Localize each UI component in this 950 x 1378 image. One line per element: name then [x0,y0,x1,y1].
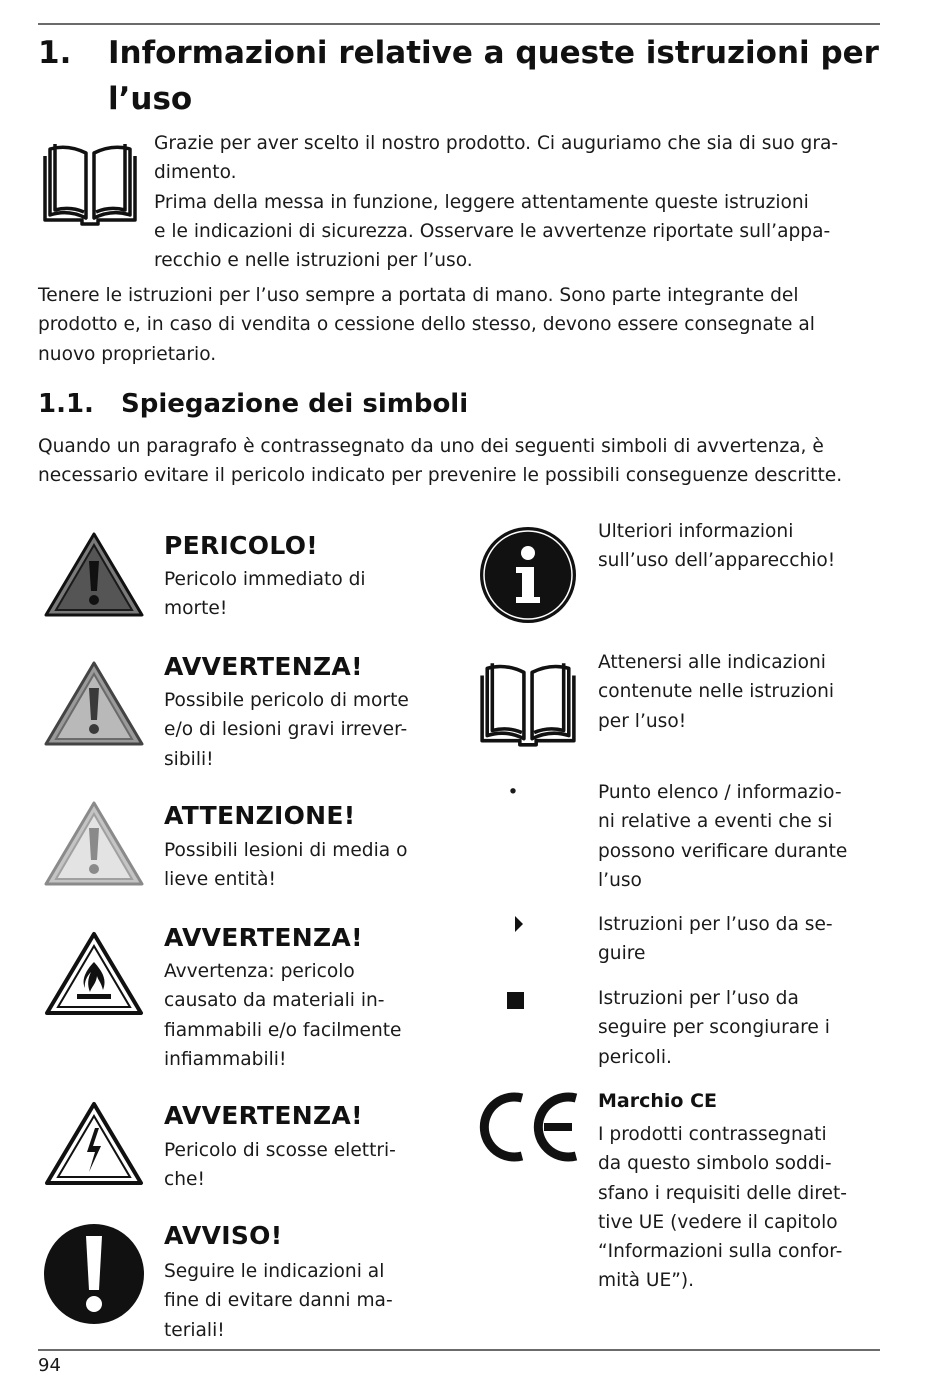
symbol-desc-line: Ulteriori informazioni [598,521,794,542]
symbol-description [598,517,888,576]
black-square-icon [506,991,526,1011]
bullet-glyph: • [507,782,519,803]
triangle-arrow-icon [513,914,525,934]
read-manual-icon [476,658,580,750]
bottom-rule [38,1349,880,1351]
symbol-desc-line: Pericolo immediato di [164,569,366,590]
symbol-desc-line: fiammabili e/o facilmente [164,1019,402,1041]
intro-line: recchio e nelle istruzioni per l’uso. [154,250,473,272]
symbol-desc-line: infiammabili! [164,1048,287,1070]
symbol-desc-line: possono verificare durante [598,840,848,862]
section-number: 1. [38,35,72,71]
top-rule [38,23,880,25]
symbol-desc-line: morte! [164,598,228,620]
symbol-desc-line: “Informazioni sulla confor- [598,1241,843,1263]
symbol-desc-line: lieve entità! [164,869,276,891]
symbol-desc-line: mità UE”). [598,1270,695,1292]
exclamation-circle-icon [43,1222,145,1326]
keep-manual-text [38,281,888,369]
subsection-line: necessario evitare il pericolo indicato per prevenire le possibili conseguenze descritte. [38,465,843,487]
subsection-heading [38,384,880,424]
keep-line: Tenere le istruzioni per l’uso sempre a portata di mano. Sono parte integrante del [38,285,799,306]
symbol-desc-line: da questo simbolo soddi- [598,1153,832,1175]
flammable-warning-icon [43,930,145,1018]
page-number: 94 [38,1355,61,1376]
symbol-desc-line: pericoli. [598,1046,672,1068]
symbol-description [598,984,888,1072]
symbol-desc-line: Possibili lesioni di media o [164,840,408,861]
intro-line: dimento. [154,162,237,184]
subsection-description [38,432,898,491]
ce-mark-title: Marchio CE [598,1090,717,1112]
symbol-desc-line: Attenersi alle indicazioni [598,652,826,673]
symbol-desc-line: contenute nelle istruzioni [598,681,835,703]
electric-shock-icon [43,1100,145,1188]
symbol-desc-line: sfano i requisiti delle diret- [598,1182,847,1204]
symbol-title: AVVERTENZA! [164,652,363,681]
intro-text [154,129,884,275]
symbol-desc-line: seguire per scongiurare i [598,1017,830,1039]
symbol-description [164,1136,454,1195]
symbol-desc-line: I prodotti contrassegnati [598,1124,827,1145]
symbol-desc-line: teriali! [164,1319,225,1341]
intro-line: Grazie per aver scelto il nostro prodotto. Ci auguriamo che sia di suo gra- [154,133,839,154]
symbol-desc-line: per l’uso! [598,710,687,732]
ce-mark-icon [478,1090,582,1164]
manual-book-icon [39,140,141,228]
symbol-description [164,957,454,1074]
symbol-title: ATTENZIONE! [164,801,356,830]
subsection-number: 1.1. [38,389,94,419]
keep-line: nuovo proprietario. [38,343,217,365]
symbol-description [164,686,454,774]
symbol-title: AVVISO! [164,1221,283,1250]
symbol-desc-line: l’uso [598,869,642,891]
symbol-description [598,648,888,736]
intro-line: Prima della messa in funzione, leggere attentamente queste istruzioni [154,191,809,213]
symbol-description [164,565,454,624]
symbol-desc-line: causato da materiali in- [164,990,385,1012]
symbol-desc-line: fine di evitare danni ma- [164,1290,393,1312]
subsection-title: Spiegazione dei simboli [121,389,469,419]
symbol-description [598,1120,888,1296]
subsection-line: Quando un paragrafo è contrassegnato da uno dei seguenti simboli di avvertenza, è [38,436,824,457]
symbol-desc-line: guire [598,943,646,965]
symbol-desc-line: sibili! [164,748,214,770]
symbol-desc-line: che! [164,1169,205,1191]
symbol-title: AVVERTENZA! [164,923,363,952]
warning-triangle-icon [43,660,145,748]
symbol-description [164,1257,454,1345]
symbol-desc-line: Istruzioni per l’uso da [598,988,799,1009]
symbol-desc-line: Punto elenco / informazio- [598,782,842,803]
section-heading [38,30,888,122]
symbol-description [164,836,454,895]
symbol-desc-line: Istruzioni per l’uso da se- [598,914,833,935]
caution-triangle-icon [43,800,145,888]
symbol-description [598,910,888,969]
symbol-title: AVVERTENZA! [164,1101,363,1130]
symbol-desc-line: ni relative a eventi che si [598,811,833,833]
symbol-desc-line: e/o di lesioni gravi irrever- [164,719,408,741]
symbol-title: PERICOLO! [164,531,318,560]
symbol-description [598,778,888,895]
symbol-desc-line: Avvertenza: pericolo [164,961,355,982]
section-title: Informazioni relative a queste istruzioni per l’uso [108,35,879,117]
symbol-desc-line: Pericolo di scosse elettri- [164,1140,396,1161]
danger-triangle-icon [43,531,145,619]
intro-line: e le indicazioni di sicurezza. Osservare le avvertenze riportate sull’appa- [154,220,831,242]
symbol-desc-line: sull’uso dell’apparecchio! [598,550,836,572]
keep-line: prodotto e, in caso di vendita o cessione dello stesso, devono essere consegnate al [38,314,815,336]
symbol-desc-line: tive UE (vedere il capitolo [598,1211,838,1233]
symbol-desc-line: Possibile pericolo di morte [164,690,409,711]
info-circle-icon [478,525,578,625]
symbol-desc-line: Seguire le indicazioni al [164,1261,385,1282]
